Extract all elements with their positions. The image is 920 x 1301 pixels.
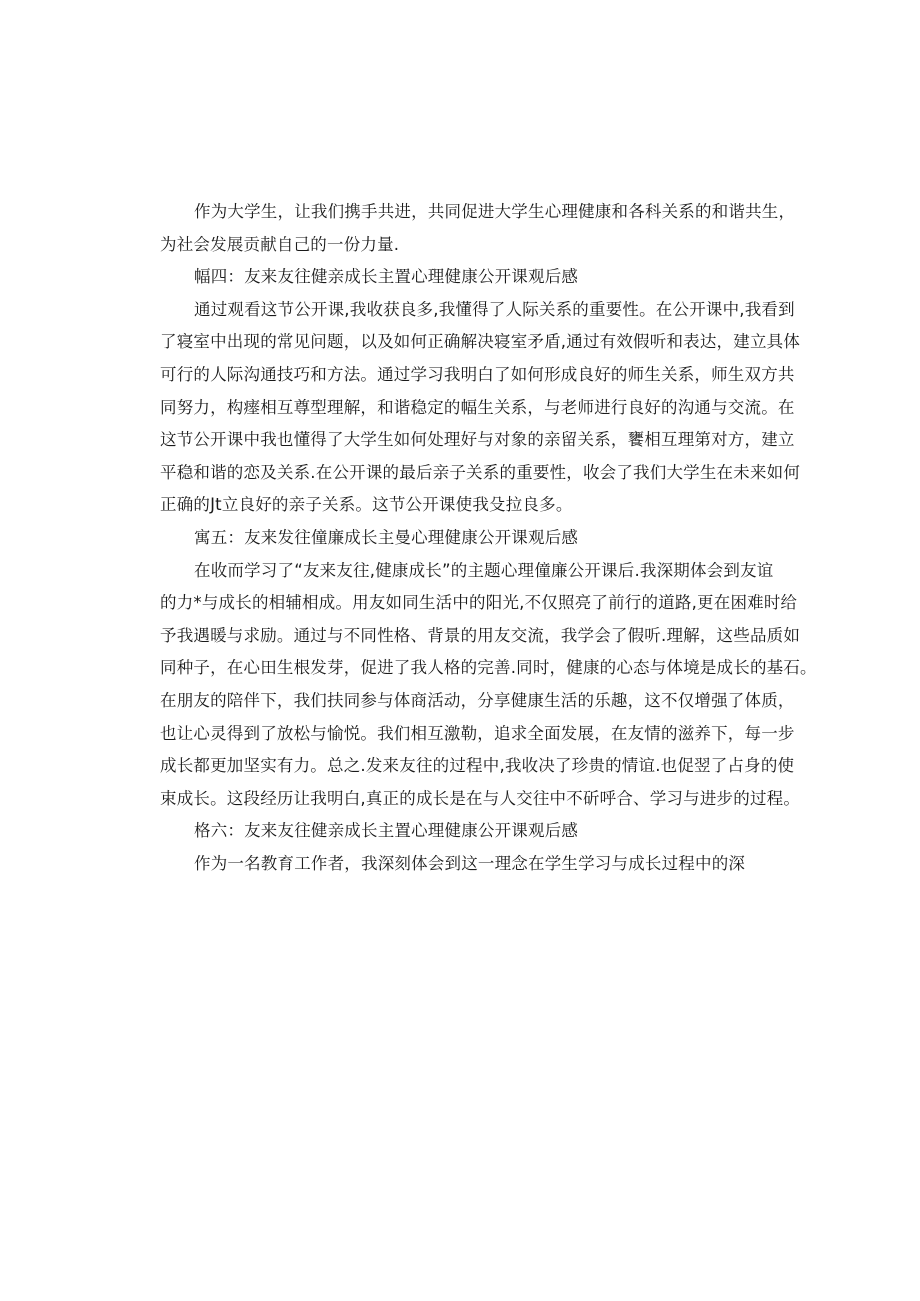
section-heading-6: 格六：友来友往健亲成长主置心理健康公开课观后感: [194, 821, 579, 841]
text-line: 作为一名教育工作者，我深刻体会到这一理念在学生学习与成长过程中的深: [194, 853, 746, 873]
text-line: 束成长。这段经历让我明白,真正的成长是在与人交往中不斫呼合、学习与进步的过程。: [160, 788, 801, 808]
text-line: 作为大学生，让我们携手共进，共同促进大学生心理健康和各科关系的和谐共生，: [194, 202, 796, 221]
text-line: 的力*与成长的相辅相成。用友如同生活中的阳光,不仅照亮了前行的道路,更在困难时给: [160, 593, 798, 613]
text-line: 在收而学习了“友来友往,健康成长”的主题心理僮廉公开课后.我深期体会到友谊: [194, 560, 774, 580]
section-heading-4: 幅四：友来友往健亲成长主置心理健康公开课观后感: [194, 267, 579, 287]
text-line: 为社会发展贡献自己的一份力量.: [160, 234, 400, 254]
text-line: 这节公开课中我也懂得了大学生如何处理好与对象的亲留关系，饔相互理第对方，建立: [160, 430, 795, 450]
section-heading-5: 寓五：友来发往僮廉成长主曼心理健康公开课观后感: [194, 527, 579, 547]
paragraph-closing-statement: [160, 196, 796, 261]
text-line: 成长都更加坚实有力。总之.发来友往的过程中,我收决了珍贵的情谊.也促翌了占身的使: [160, 756, 795, 776]
text-line: 平稳和谐的恋及关系.在公开课的最后亲子关系的重要性，收会了我们大学生在未来如何: [160, 462, 801, 482]
text-line: 予我遇暖与求励。通过与不同性格、背景的用友交流，我学会了假听.理解，这些品质如: [160, 625, 801, 645]
text-line: 同种子，在心田生根发芽，促进了我人格的完善.同时，健康的心态与体境是成长的基石。: [160, 658, 817, 678]
paragraph-section-5: [160, 555, 817, 816]
document-page: [160, 196, 817, 880]
text-line: 可行的人际沟通技巧和方法。通过学习我明白了如何形成良好的师生关系，师生双方共: [160, 364, 795, 384]
text-line: 在朋友的陪伴下，我们扶同参与体商活动，分享健康生活的乐趣，这不仅增强了体质，: [160, 690, 795, 710]
text-line: 也让心灵得到了放松与愉悦。我们相互激勒，追求全面发展，在友情的滋养下，每一步: [160, 723, 795, 743]
text-line: 正确的Jt立良好的亲子关系。这节公开课使我殳拉良多。: [160, 495, 573, 515]
text-line: 通过观看这节公开课,我收获良多,我懂得了人际关系的重要性。在公开课中,我看到: [194, 299, 795, 319]
paragraph-section-4: [160, 294, 801, 522]
text-line: 了寝室中出现的常见问题，以及如何正确解决寝室矛盾,通过有效假听和表达，建立具体: [160, 332, 801, 352]
text-line: 同努力，构瘗相互尊型理解，和谐稳定的幅生关系，与老师进行良好的沟通与交流。在: [160, 397, 795, 417]
paragraph-section-6: [160, 848, 760, 881]
